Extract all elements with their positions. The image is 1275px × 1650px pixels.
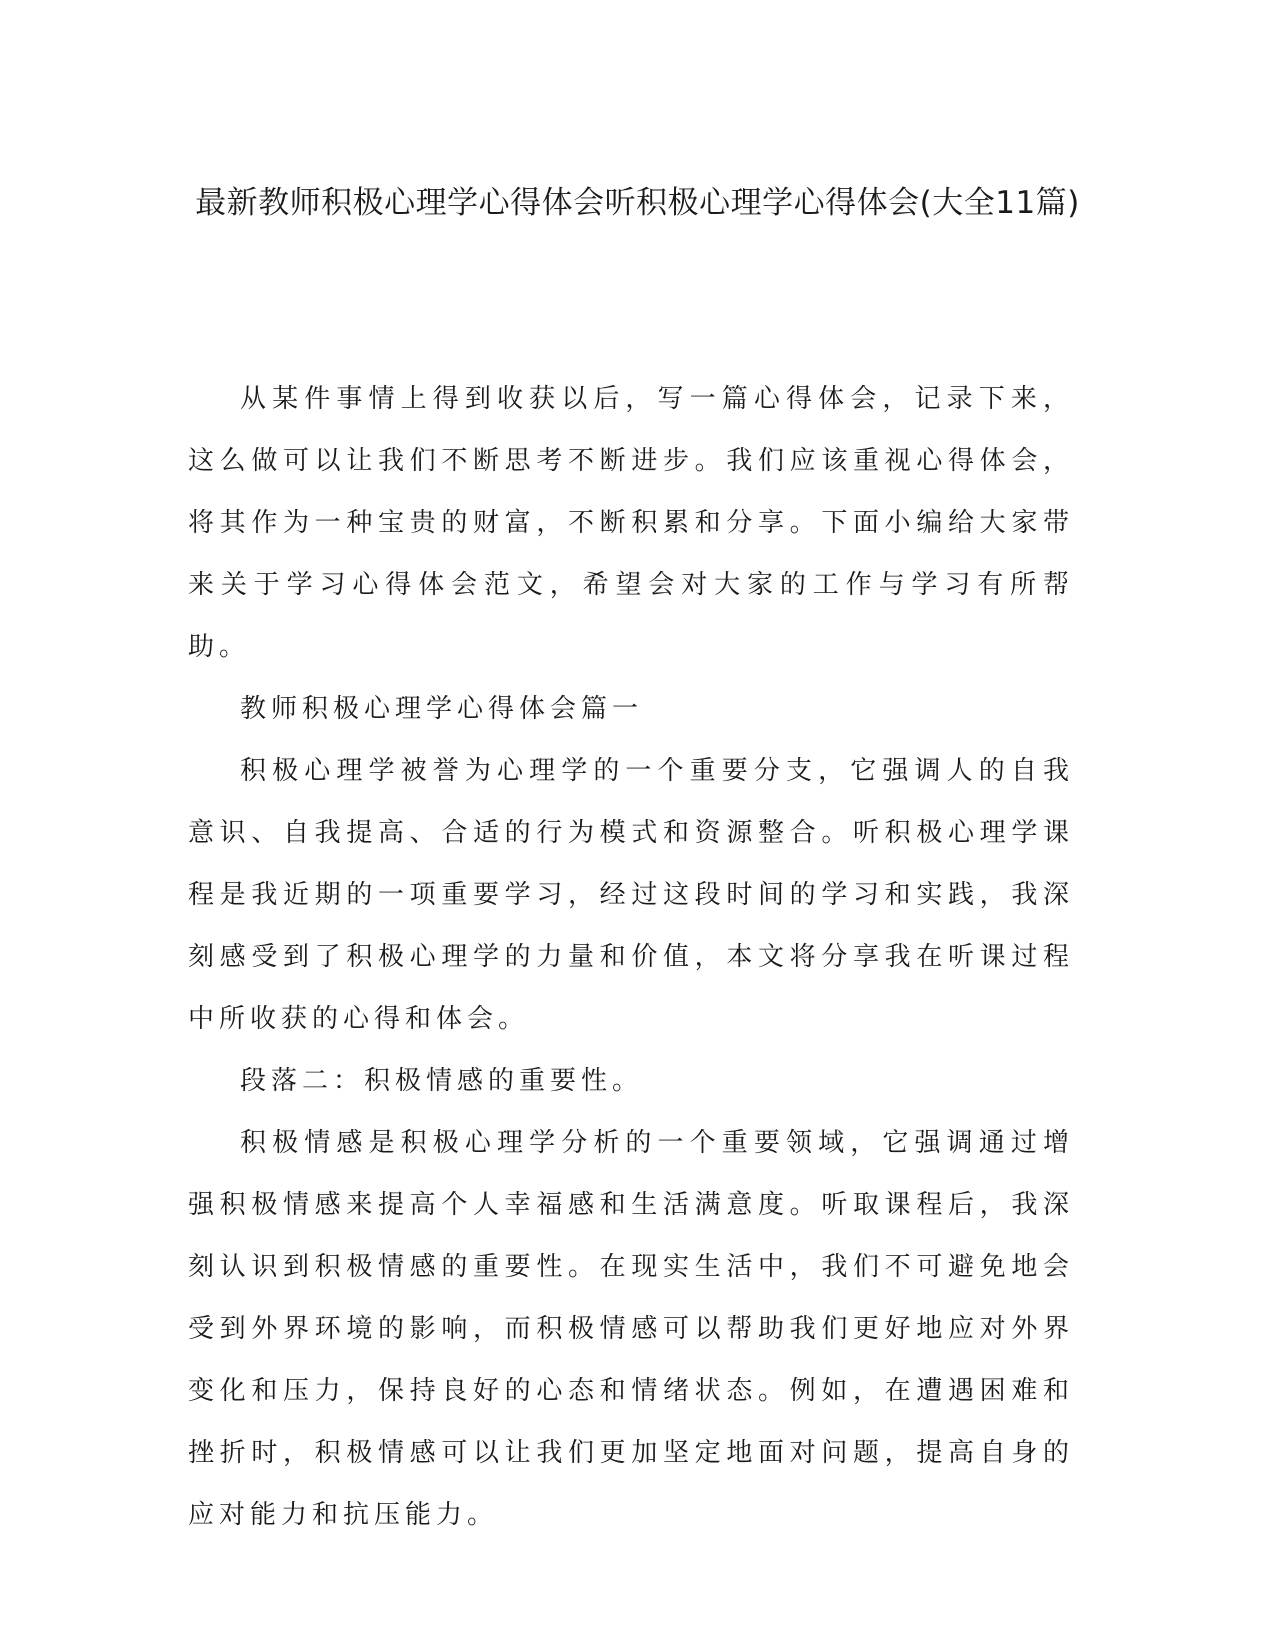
body-paragraph: 积极心理学被誉为心理学的一个重要分支，它强调人的自我意识、自我提高、合适的行为模式和资源整合。听积极心理学课程是我近期的一项重要学习，经过这段时间的学习和实践，我深刻感受到了积极心理学的力量和价值，本文将分享我在听课过程中所收获的心得和体会。: [188, 756, 1074, 1034]
subsection-heading: 段落二：积极情感的重要性。: [240, 1066, 644, 1096]
section-heading: 教师积极心理学心得体会篇一: [240, 694, 644, 724]
document-body: [188, 368, 1074, 1546]
document-title: 最新教师积极心理学心得体会听积极心理学心得体会(大全11篇): [195, 185, 1080, 221]
intro-paragraph: 从某件事情上得到收获以后，写一篇心得体会，记录下来，这么做可以让我们不断思考不断进步。我们应该重视心得体会，将其作为一种宝贵的财富，不断积累和分享。下面小编给大家带来关于学习心得体会范文，希望会对大家的工作与学习有所帮助。: [188, 384, 1074, 662]
body-paragraph: 积极情感是积极心理学分析的一个重要领域，它强调通过增强积极情感来提高个人幸福感和生活满意度。听取课程后，我深刻认识到积极情感的重要性。在现实生活中，我们不可避免地会受到外界环境的影响，而积极情感可以帮助我们更好地应对外界变化和压力，保持良好的心态和情绪状态。例如，在遭遇困难和挫折时，积极情感可以让我们更加坚定地面对问题，提高自身的应对能力和抗压能力。: [188, 1128, 1074, 1530]
